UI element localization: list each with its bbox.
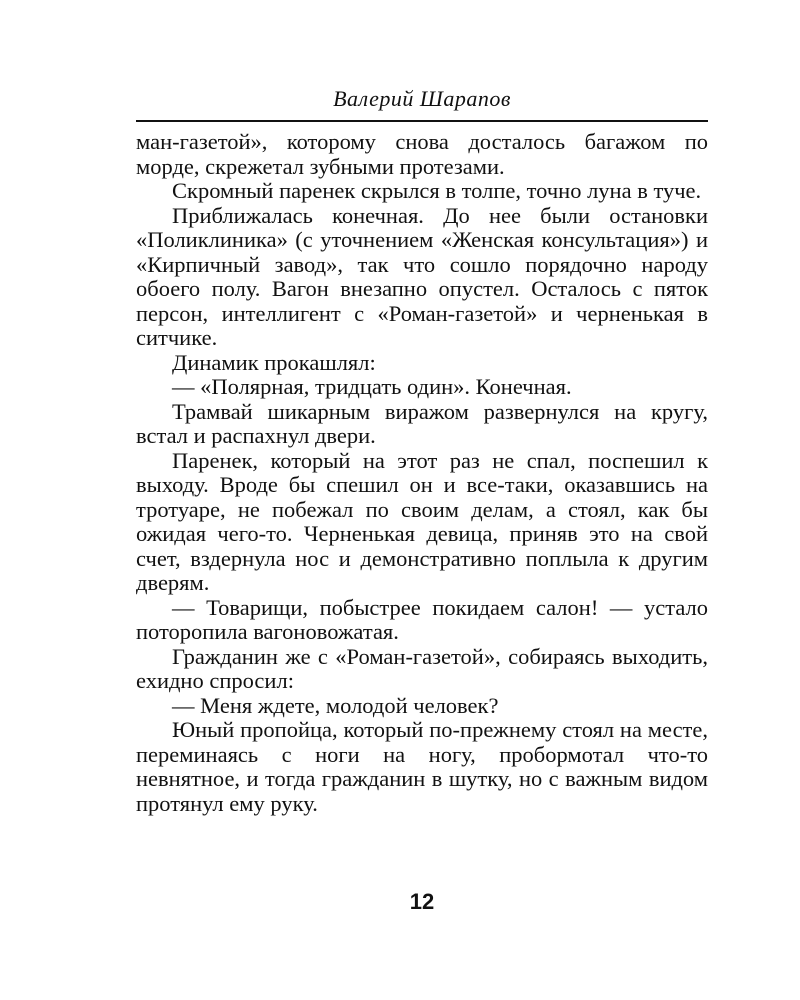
paragraph: Юный пропойца, который по-прежнему стоял на месте, переминаясь с ноги на ногу, пробормотал что-то невнятное, и тогда гражданин в шутку, но с важным видом протянул ему руку.: [136, 717, 708, 816]
paragraph: Трамвай шикарным виражом развернулся на кругу, встал и распахнул двери.: [136, 398, 708, 448]
paragraph: Гражданин же с «Роман-газетой», собираясь выходить, ехидно спросил:: [136, 643, 708, 693]
paragraph: Динамик прокашлял:: [172, 349, 376, 375]
page-number: 12: [409, 889, 435, 914]
dialogue-line: — «Полярная, тридцать один». Конечная.: [172, 374, 572, 399]
paragraph: Скромный паренек скрылся в толпе, точно луна в туче.: [172, 178, 702, 203]
dialogue-line: — Меня ждете, молодой человек?: [172, 692, 499, 718]
paragraph: Паренек, который на этот раз не спал, поспешил к выходу. Вроде бы спешил он и все-таки, оказавшись на тротуаре, не побежал по своим делам, а стоял, как бы ожидая чего-то. Черненькая девица, приняв это на свой счет, вздернула нос и демонстративно поплыла к другим дверям.: [136, 447, 708, 595]
body-text: [136, 130, 708, 816]
header-rule: [136, 120, 708, 122]
running-head-author: Валерий Шарапов: [333, 86, 511, 111]
dialogue-line: — Товарищи, побыстрее покидаем салон! — устало поторопила вагоновожатая.: [136, 594, 708, 644]
paragraph-continuation: ман-газетой», которому снова досталось багажом по морде, скрежетал зубными протезами.: [136, 129, 708, 179]
paragraph: Приближалась конечная. До нее были остановки «Поликлиника» (с уточнением «Женская консультация») и «Кирпичный завод», так что сошло порядочно народу обоего полу. Вагон внезапно опустел. Осталось с пяток персон, интеллигент с «Роман-газетой» и черненькая в ситчике.: [136, 202, 708, 350]
